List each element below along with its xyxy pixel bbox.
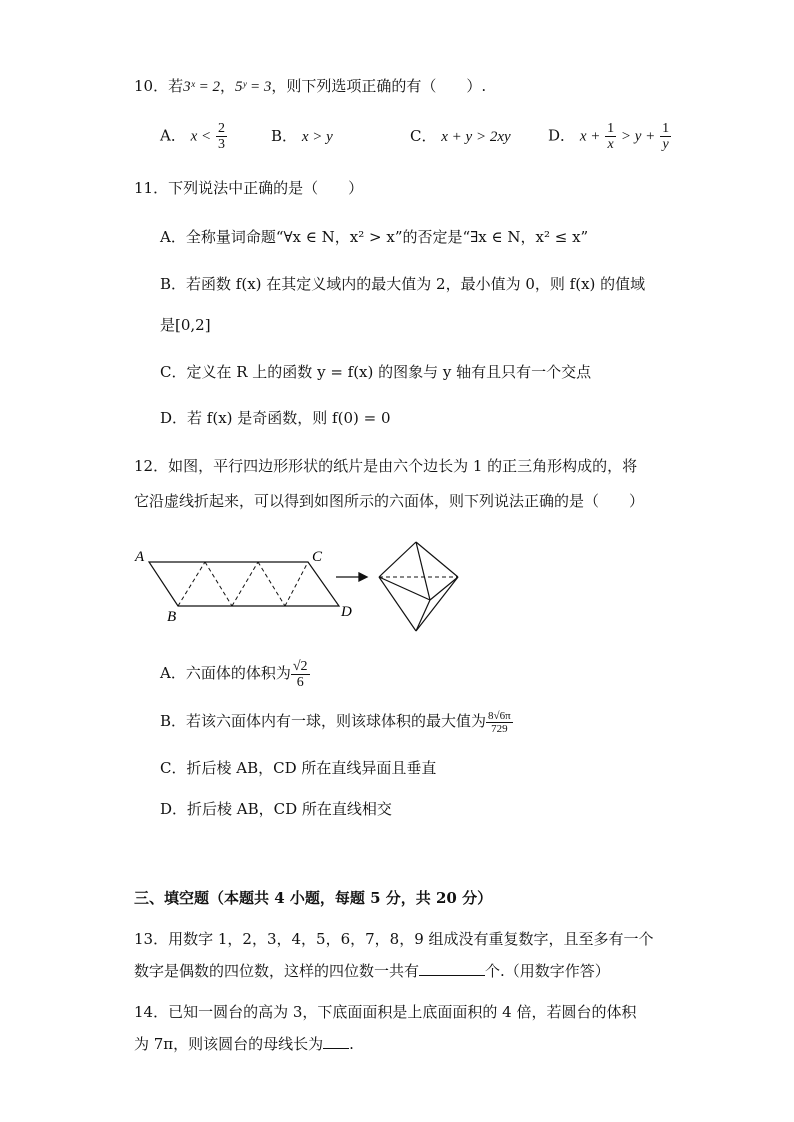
q10-option-d-fraction-2 [660, 121, 671, 152]
q10-option-b-label: B． [271, 127, 298, 145]
fraction-denominator: y [662, 137, 669, 152]
section-3-title: 三、填空题（本题共 4 小题，每题 5 分，共 20 分） [134, 889, 493, 907]
fraction-denominator: x [607, 137, 614, 152]
q11-stem: 11．下列说法中正确的是（ ） [134, 179, 364, 197]
q12-option-a-fraction [291, 659, 310, 690]
q10-option-a [160, 121, 227, 152]
q14-line-1: 14．已知一圆台的高为 3，下底面面积是上底面面积的 4 倍，若圆台的体积 [134, 1003, 637, 1021]
q10-equation-1: 3ˣ = 2 [183, 79, 220, 95]
q12-figure [0, 540, 794, 640]
q12-option-b-fraction [486, 710, 513, 735]
q12-option-d: D．折后棱 AB，CD 所在直线相交 [160, 800, 392, 818]
q10-option-b [271, 126, 333, 147]
q13-line-2-suffix: 个.（用数字作答） [485, 962, 610, 980]
q12-stem-line-2: 它沿虚线折起来，可以得到如图所示的六面体，则下列说法正确的是（ ） [134, 492, 645, 510]
q12-option-b-text: B．若该六面体内有一球，则该球体积的最大值为 [160, 712, 487, 730]
vertex-label-b: B [167, 609, 177, 625]
q10-option-a-label: A． [160, 126, 186, 145]
q10-option-d-mid: > y + [620, 128, 656, 145]
q10-equation-2: 5ʸ = 3 [234, 79, 272, 95]
q12-option-b [160, 706, 513, 736]
q11-option-a: A．全称量词命题“∀x ∈ N，x² > x”的否定是“∃x ∈ N，x² ≤ x” [160, 228, 589, 246]
q10-stem-suffix: ，则下列选项正确的有（ ）. [271, 77, 487, 95]
q12-stem-line-1: 12．如图，平行四边形形状的纸片是由六个边长为 1 的正三角形构成的，将 [134, 457, 638, 475]
fraction-denominator: 3 [217, 137, 225, 152]
q11-option-b-line-2: 是[0,2] [160, 316, 211, 334]
q12-option-c: C．折后棱 AB，CD 所在直线异面且垂直 [160, 759, 437, 777]
q10-option-b-text: x > y [301, 129, 333, 145]
q10-option-c [410, 126, 511, 147]
hexahedron-solid [379, 542, 458, 631]
right-arrow-icon [336, 573, 367, 581]
q14-answer-blank[interactable] [323, 1034, 349, 1049]
fraction-numerator: 1 [607, 121, 615, 136]
fraction-numerator: 1 [662, 121, 670, 136]
fraction-numerator: 2 [217, 121, 225, 136]
q10-option-a-fraction [216, 121, 227, 152]
q13-line-2 [134, 961, 610, 981]
q10-stem [134, 76, 486, 97]
fraction-denominator: 6 [296, 674, 304, 690]
q11-option-c: C．定义在 R 上的函数 y = f(x) 的图象与 y 轴有且只有一个交点 [160, 363, 592, 381]
q10-option-c-text: x + y > 2xy [441, 129, 511, 145]
q14-line-2-text: 为 7π，则该圆台的母线长为 [134, 1035, 324, 1053]
q10-option-d-label: D． [548, 126, 576, 145]
q13-line-2-text: 数字是偶数的四位数，这样的四位数一共有 [134, 962, 420, 980]
q14-line-2-suffix: . [349, 1035, 354, 1053]
q10-stem-prefix: 10．若 [134, 77, 184, 95]
fraction-numerator: √2 [292, 658, 308, 674]
q10-option-d-pre: x + [579, 128, 601, 145]
q12-option-a [160, 656, 310, 690]
q13-line-1: 13．用数字 1，2，3，4，5，6，7，8，9 组成没有重复数字，且至多有一个 [134, 930, 654, 948]
fold-dashed-lines [178, 562, 308, 606]
q10-separator: ， [219, 77, 235, 95]
fraction-numerator: 8√6π [488, 709, 511, 722]
vertex-label-a: A [135, 549, 145, 565]
vertex-label-c: C [312, 549, 323, 565]
q13-answer-blank[interactable] [419, 961, 485, 976]
q11-option-d: D．若 f(x) 是奇函数，则 f(0) = 0 [160, 409, 391, 427]
q10-option-a-lhs: x < [190, 128, 212, 145]
q10-option-d [548, 121, 671, 152]
paper-parallelogram [149, 562, 339, 606]
q14-line-2 [134, 1034, 354, 1054]
q10-option-c-label: C． [410, 127, 437, 145]
q12-option-a-text: A．六面体的体积为 [160, 664, 291, 682]
fraction-denominator: 729 [491, 722, 508, 735]
vertex-label-d: D [341, 604, 352, 620]
q10-option-d-fraction-1 [605, 121, 616, 152]
q11-option-b-line-1: B．若函数 f(x) 在其定义域内的最大值为 2，最小值为 0，则 f(x) 的值域 [160, 275, 646, 293]
